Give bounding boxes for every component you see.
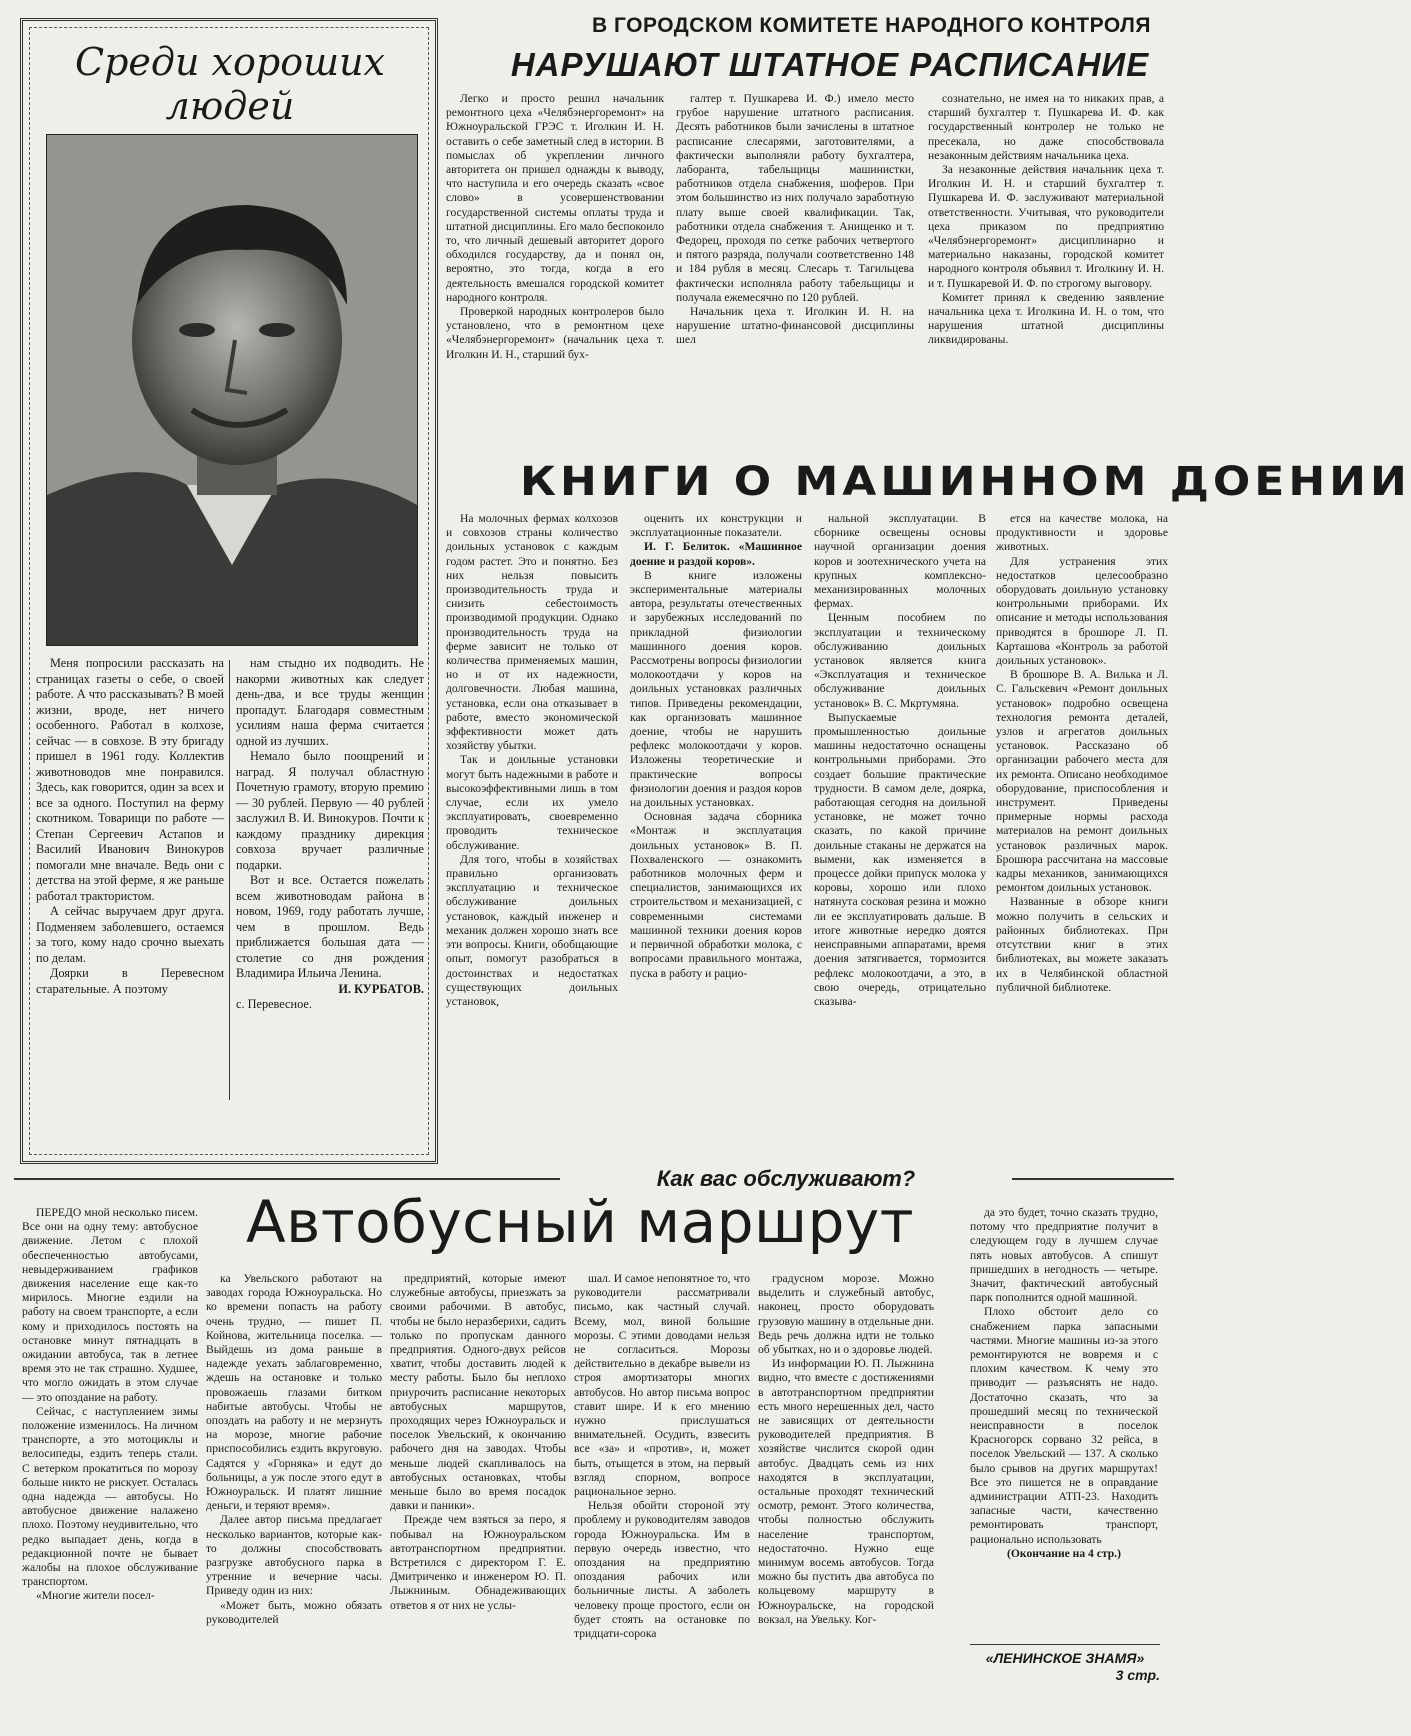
article-paragraph: галтер т. Пушкарева И. Ф.) имело место грубое нарушение штатного расписания. Десять работников были зачислены в штатное расписание слесарями, заготовителями, а фактически выполняли работу бухгалтера, лаборанта, табельщицы машинистки, работников отдела снабжения, шоферов. При этом большинство из них получало заработную плату выше своей квалификации. Так, работники отдела снабжения т. Анищенко и т. Федорец, проходя по сетке рабочих четвертого и пятого разряда, получали соответственно 148 и 184 рубля в месяц. Слесарь т. Тагильцева фактически исполняла работу табельщицы и получала ежемесячно по 120 рублей. bbox=[676, 92, 914, 304]
books-title: КНИГИ О МАШИННОМ ДОЕНИИ bbox=[520, 458, 1411, 505]
continued-note: (Окончание на 4 стр.) bbox=[1007, 1546, 1121, 1560]
article-paragraph: ка Увельского работают на заводах города Южноуральска. Но ко времени попасть на работу очень трудно, — пишет П. Койнова, жительница поселка. — Выйдешь из дома раньше в надежде уехать заблаговременно, ждешь на остановке и только провожаешь глазами битком набитые автобусы. Чтобы не опоздать на работу и не мерзнуть на морозе, многие рабочие приспособились ездить вкруговую. Садятся у «Горняка» и едут до больницы, а уж после этого едут в Южноуральск. И платят лишние деньги, и теряют время». bbox=[206, 1272, 382, 1513]
portrait-photo bbox=[46, 134, 418, 646]
article-paragraph: Выпускаемые промышленностью доильные машины недостаточно оснащены контрольными приборами. Это создает большие практические трудности. В самом деле, доярка, работающая сегодня на доильной установке, не может точно сказать, по какой причине доильные стаканы не держатся на вымени, как изменяется в процессе дойки припуск молока у коровы, хорошо или плохо натянута сосковая резина и можно ли ее эксплуатировать дальше. В итоге животные нередко доятся неисправными аппаратами, время доения затягивается, тормозится рефлекс молокоотдачи, а это, в свою очередь, отрицательно сказыва- bbox=[814, 710, 986, 1008]
article-paragraph: ется на качестве молока, на продуктивности и здоровье животных. bbox=[996, 512, 1168, 554]
article-paragraph: В брошюре В. А. Вилька и Л. С. Гальскевич «Ремонт доильных установок» подробно освещена технология ремонта деталей, узлов и агрегатов доильных установок. Рассказано об организации рабочего места для их ремонта. Описано необходимое оборудование, приспособления и инструмент. Приведены примерные нормы расхода материалов на ремонт доильных установок различных марок. Брошюра рассчитана на массовые кадры механиков, занимающихся ремонтом доильных установок. bbox=[996, 668, 1168, 895]
article-paragraph: Для того, чтобы в хозяйствах правильно организовать эксплуатацию и техническое обслуживание доильных установок, каждый инженер и механик должен хорошо знать все эти вопросы. Книги, обобщающие опыт, помогут разобраться в достоинствах и недостатках существующих доильных установок, bbox=[446, 852, 618, 1008]
article-paragraph: предприятий, которые имеют служебные автобусы, приезжать за своими рабочими. В автобус, чтобы не было неразберихи, садить только по пропускам данного предприятия. Одного-двух рейсов хватит, чтобы доставить людей к месту работы. Было бы неплохо приурочить расписание некоторых автобусных маршрутов, проходящих через Южноуральск и поселок Увельский, к окончанию рабочего дня на заводах. Чтобы меньше людей скапливалось на автобусных остановках, чтобы меньше было во время посадок давки и паники». bbox=[390, 1272, 567, 1513]
books-column-3 bbox=[814, 512, 986, 1152]
article-paragraph: Нельзя обойти стороной эту проблему и руководителям заводов города Южноуральска. Им в первую очередь известно, что опоздания на предприятию опоздания рабочих или больничные листы. А заболеть человеку проще простого, если он будет стоять на остановке по тридцати-сорока bbox=[574, 1499, 750, 1641]
books-column-2 bbox=[630, 512, 802, 1152]
article-paragraph: Сейчас, с наступлением зимы положение изменилось. На личном транспорте, а это мотоциклы и велосипеды, ездить теперь стали. С ветерком прокатиться по морозу больше никто не рискует. Осталась одна надежда — автобусы. Но автобусное движение налажено плохо. Поэтому неудивительно, что редко выпадает день, когда в редакционной почте не бывает жалобы на плохое обслуживание транспортом. bbox=[22, 1404, 198, 1589]
article-paragraph: Ценным пособием по эксплуатации и техническому обслуживанию доильных установок является книга «Эксплуатация и техническое обслуживание доильных установок» В. С. Мкртумяна. bbox=[814, 611, 986, 710]
article-paragraph: Для устранения этих недостатков целесообразно оборудовать доильную установку контрольными приборами. Их описание и методы использования приводятся в брошюре Л. П. Карташова «Контроль за работой доильных установок». bbox=[996, 554, 1168, 668]
article-paragraph: Плохо обстоит дело со снабжением парка запасными частями. Многие машины из-за этого ремонтируются не вовремя и с плохим качеством. К чему это приводит — разъяснять не надо. Достаточно сказать, что за прошедший месяц по технической неисправности в поселок Красногорск сорвано 32 рейса, в поселок Увельский — 137. А сколько было срывов на других маршрутах! Все это пишется не в оправдание администрации АТП-23. Находить запасные части, качественно ремонтировать транспорт, рационально использовать bbox=[970, 1305, 1158, 1546]
bus-article-title: Автобусный маршрут bbox=[245, 1188, 915, 1256]
page-number: 3 стр. bbox=[1115, 1667, 1160, 1683]
article-paragraph: «Может быть, можно обязать руководителей bbox=[206, 1598, 382, 1626]
article-paragraph: Начальник цеха т. Иголкин И. Н. на нарушение штатно-финансовой дисциплины шел bbox=[676, 305, 914, 347]
books-column-1 bbox=[446, 512, 618, 1152]
article-paragraph: градусном морозе. Можно выделить и служебный автобус, наконец, просто оборудовать грузовую машину в отдельные дни. Ведь речь должна идти не только об убытках, но и о здоровье людей. bbox=[758, 1272, 934, 1357]
article-paragraph: Проверкой народных контролеров было установлено, что в ремонтном цехе «Челябэнергоремонт» (начальник цеха т. Иголкин И. Н., старший бух- bbox=[446, 305, 664, 361]
author-place: с. Перевесное. bbox=[236, 997, 312, 1011]
article-paragraph: шал. И самое непонятное то, что руководители рассматривали письмо, как частный случай. Всему, мол, виной большие морозы. С этими доводами нельзя не согласиться. Морозы действительно в декабре вывели из строя амортизаторы многих автобусов. Но автор письма вопрос ставит шире. И к его мнению нужно прислушаться внимательней. Осудить, взвесить все «за» и «против», и, может быть, отыщется в этом, на первый взгляд спорном, вопросе рациональное зерно. bbox=[574, 1272, 750, 1499]
portrait-image bbox=[47, 135, 417, 645]
rubric-heading: Как вас обслуживают? bbox=[560, 1166, 1012, 1192]
article-paragraph: За незаконные действия начальник цеха т. Иголкин И. Н. и старший бухгалтер т. Пушкарева И. Ф. заслуживают материальной ответственности. Учитывая, что руководители цеха приказом по предприятию «Челябэнергоремонт» дисциплинарно и материально наказаны, городской комитет народного контроля объявил т. Иголкину И. Н. и т. Пушкаревой И. Ф. по строгому выговору. bbox=[928, 163, 1164, 290]
profile-paragraph: Вот и все. Остается пожелать всем животноводам района в новом, 1969, году работать лучше, чем в прошлом. Ведь приближается большая дата — столетие со дня рождения Владимира Ильича Ленина. bbox=[236, 873, 424, 980]
article-paragraph: Прежде чем взяться за перо, я побывал на Южноуральском автотранспортном предприятии. Встретился с директором Г. Е. Дмитриченко и инженером Ю. П. Лыжниным. Обнадеживающих ответов я от них не услы- bbox=[390, 1513, 566, 1612]
profile-paragraph: нам стыдно их подводить. Не накорми животных как следует день-два, и все труды женщин пропадут. Благодаря совместным усилиям наша ферма считается одной из лучших. bbox=[236, 656, 424, 748]
article-paragraph: В книге изложены экспериментальные материалы автора, результаты отечественных и зарубежных исследований по прикладной физиологии машинного доения коров. Рассмотрены вопросы физиологии молокоотдачи у коров на доильных установках различных типов. Приведены рекомендации, как организовать машинное доение, чтобы не нарушить рефлекс молокоотдачи у коров. Изложены теоретические и практические вопросы физиологии доения и раздоя коров на доильных установках. bbox=[630, 568, 802, 810]
profile-paragraph: Немало было поощрений и наград. Я получал областную Почетную грамоту, вторую премию — 30 рублей. Первую — 40 рублей заслужил В. И. Винокуров. Почти к каждому празднику дирекция совхоза вручает различные подарки. bbox=[236, 749, 424, 872]
column-divider bbox=[229, 660, 230, 1100]
article-paragraph: ПЕРЕДО мной несколько писем. Все они на одну тему: автобусное движение. Летом с плохой обеспеченностью автобусами, невыдерживанием графиков движения население еще как-то мирилось. Многие ездили на работу на своем транспорте, а если кому и приходилось постоять на остановке минут пятнадцать в ожидании автобуса, так в летнее время это не так страшно. Худшее, что могло ожидать в этом случае — это опоздание на работу. bbox=[22, 1206, 198, 1404]
bus-column-2 bbox=[206, 1272, 382, 1728]
bus-column-3 bbox=[390, 1272, 566, 1728]
profile-column-1 bbox=[36, 656, 224, 1076]
profile-title: Среди хороших людей bbox=[75, 40, 385, 128]
profile-paragraph: А сейчас выручаем друг друга. Подменяем заболевшего, остаемся за того, кому надо срочно выехать по делам. bbox=[36, 904, 224, 965]
article-paragraph: нальной эксплуатации. В сборнике освещены основы научной организации доения коров и зоотехнического учета на крупных комплексно-механизированных молочных фермах. bbox=[814, 512, 986, 611]
article-paragraph: Из информации Ю. П. Лыжнина видно, что вместе с достижениями в автотранспортном предприятии есть много нерешенных дел, часто не зависящих от деятельности руководителей предприятия. В хозяйстве числится скорой один автобус. Двадцать семь из них находятся в эксплуатации, остальные проходят технический осмотр, ремонт. Этого количества, чтобы полностью обслужить население транспортом, недостаточно. Нужно еще минимум восемь автобусов. Тогда можно бы пустить два автобуса по кольцевому маршруту в Южноуральске, на городской вокзал, на Увельку. Ког- bbox=[758, 1357, 934, 1626]
bus-column-6 bbox=[970, 1206, 1158, 1638]
control-column-1 bbox=[446, 92, 664, 444]
bus-column-4 bbox=[574, 1272, 750, 1728]
article-paragraph: Основная задача сборника «Монтаж и эксплуатация доильных установок» В. П. Похваленского — ознакомить работников молочных ферм и специалистов, занимающихся их строительством и механизацией, с современными системами машинной техники доения коров и первичной обработки молока, с вопросами правильного монтажа, пуска в работу и рацио- bbox=[630, 810, 802, 980]
article-paragraph: Так и доильные установки могут быть надежными в работе и высокоэффективными лишь в том случае, если их умело эксплуатировать, своевременно проводить техническое обслуживание. bbox=[446, 753, 618, 852]
bus-column-1 bbox=[22, 1206, 198, 1728]
article-paragraph: оценить их конструкции и эксплуатационные показатели. bbox=[630, 512, 802, 540]
newspaper-name: «ЛЕНИНСКОЕ ЗНАМЯ» bbox=[985, 1650, 1145, 1666]
control-column-2 bbox=[676, 92, 914, 444]
book-reference: И. Г. Белиток. «Машинное доение и раздой коров». bbox=[630, 540, 802, 568]
profile-column-2 bbox=[236, 656, 424, 1086]
article-paragraph: «Многие жители посел- bbox=[36, 1589, 155, 1603]
profile-paragraph: Меня попросили рассказать на страницах газеты о себе, о своей работе. А что рассказывать? В моей жизни, вроде, нет ничего особенного. Работал в колхозе, сейчас — в совхозе. В эту бригаду пришел в 1961 году. Коллектив животноводов мне понравился. Здесь, как говорится, один за всех и все за одного. Поступил на ферму скотником. Товарищи по работе — Степан Сергеевич Астапов и Василий Иванович Винокуров помогали мне вначале. Ведь они с детства на этой ферме, я же раньше работал трактористом. bbox=[36, 656, 224, 903]
author-signature: И. КУРБАТОВ. bbox=[338, 981, 424, 996]
books-column-4 bbox=[996, 512, 1168, 1152]
profile-paragraph: Доярки в Перевесном старательные. А поэтому bbox=[36, 966, 224, 996]
article-paragraph: На молочных фермах колхозов и совхозов страны количество доильных установок с каждым годом растет. Это и понятно. Без них нельзя повысить производительность труда и снизить себестоимость производимой продукции. Однако производительность труда на ферме зависит не только от количества применяемых машин, но и от их надежности, долговечности. Любая машина, установка, если она отказывает в работе, вместо экономической эффективности может дать хозяйству убытки. bbox=[446, 512, 618, 753]
bus-column-5 bbox=[758, 1272, 934, 1728]
article-paragraph: Далее автор письма предлагает несколько вариантов, которые как-то должны способствовать разгрузке автобусного парка в утренние и вечерние часы. Приведу один из них: bbox=[206, 1513, 382, 1598]
newspaper-footer bbox=[970, 1650, 1160, 1684]
control-column-3 bbox=[928, 92, 1164, 444]
article-title: НАРУШАЮТ ШТАТНОЕ РАСПИСАНИЕ bbox=[510, 46, 1150, 83]
article-paragraph: Названные в обзоре книги можно получить в сельских и районных библиотеках. При отсутствии книг в этих библиотеках, вы можете заказать их в Челябинской областной публичной библиотеке. bbox=[996, 895, 1168, 994]
section-header: В ГОРОДСКОМ КОМИТЕТЕ НАРОДНОГО КОНТРОЛЯ bbox=[592, 14, 1151, 37]
article-paragraph: сознательно, не имея на то никаких прав, а старший бухгалтер т. Пушкарева И. Ф. как государственный контролер не только не пресекала, но даже способствовала незаконным действиям начальника цеха. bbox=[928, 92, 1164, 162]
article-paragraph: да это будет, точно сказать трудно, потому что предприятие получит в следующем году в лучшем случае пять новых автобусов. А спишут пришедших в негодность — четыре. Значит, фактический автобусный парк пополнится одной машиной. bbox=[970, 1206, 1158, 1305]
article-paragraph: Комитет принял к сведению заявление начальника цеха т. Иголкина И. Н. о том, что нарушения штатной дисциплины ликвидированы. bbox=[928, 290, 1164, 347]
footer-rule bbox=[970, 1644, 1160, 1645]
article-paragraph: Легко и просто решил начальник ремонтного цеха «Челябэнергоремонт» на Южноуральской ГРЭС т. Иголкин И. Н. оставить о себе заметный след в истории. В помыслах об укреплении личного авторитета он пришел однажды к выводу, что наступила и его очередь сказать «свое слово» в усовершенствовании государственной системы оплаты труда и штатной дисциплины. Его мало беспокоило то, что личный дешевый авторитет дорого обходился государству, да и понял он, вероятно, это тогда, когда в его деятельность вмешался городской комитет народного контроля. bbox=[446, 92, 664, 304]
